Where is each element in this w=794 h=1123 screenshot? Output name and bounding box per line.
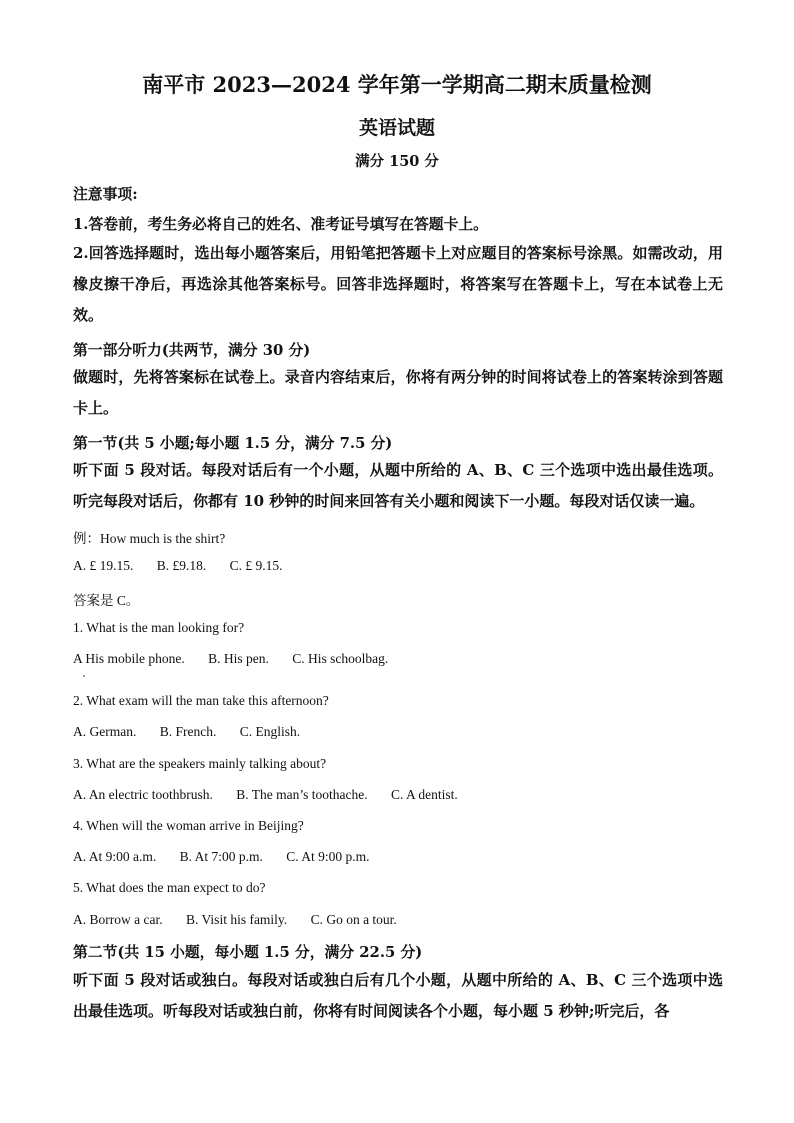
option-a: A. An electric toothbrush. — [73, 787, 213, 802]
part1-heading: 第一部分听力(共两节，满分 30 分) — [73, 342, 311, 359]
option-c: C. A dentist. — [390, 787, 458, 802]
option-a: A His mobile phone. — [73, 651, 185, 666]
question-1-options — [73, 651, 408, 667]
example-options — [73, 558, 303, 574]
notice-item-1: 1.答卷前，考生务必将自己的姓名、准考证号填写在答题卡上。 — [73, 216, 488, 233]
notice-heading: 注意事项: — [73, 186, 138, 203]
option-a: A. Borrow a car. — [73, 912, 163, 927]
option-b: B. £9.18. — [156, 558, 207, 573]
option-b: B. Visit his family. — [185, 912, 288, 927]
notice-item-2: 2.回答选择题时，选出每小题答案后，用铅笔把答题卡上对应题目的答案标号涂黑。如需改动，用橡皮擦干净后，再选涂其他答案标号。回答非选择题时，将答案写在答题卡上，写在本试卷上无效。 — [73, 244, 723, 324]
option-a: A. At 9:00 a.m. — [73, 849, 157, 864]
question-1: 1. What is the man looking for? — [73, 620, 245, 635]
option-b: B. French. — [159, 724, 217, 739]
question-3-options — [73, 787, 478, 803]
option-c: C. At 9:00 p.m. — [286, 849, 370, 864]
part1-instruction: 做题时，先将答案标在试卷上。录音内容结束后，你将有两分钟的时间将试卷上的答案转涂到答题卡上。 — [73, 368, 723, 417]
question-2-options — [73, 724, 320, 740]
section1-instruction: 听下面 5 段对话。每段对话后有一个小题，从题中所给的 A、B、C 三个选项中选出最佳选项。听完每段对话后，你都有 10 秒钟的时间来回答有关小题和阅读下一小题。每段对话仅读一遍。 — [73, 461, 723, 510]
question-5: 5. What does the man expect to do? — [73, 880, 266, 895]
question-3: 3. What are the speakers mainly talking about? — [73, 756, 327, 771]
option-c: C. His schoolbag. — [292, 651, 389, 666]
option-a: A. German. — [73, 724, 137, 739]
section2-heading: 第二节(共 15 小题，每小题 1.5 分，满分 22.5 分) — [73, 944, 423, 961]
exam-title: 南平市 2023—2024 学年第一学期高二期末质量检测 — [142, 72, 652, 97]
section1-heading: 第一节(共 5 小题;每小题 1.5 分，满分 7.5 分) — [73, 435, 393, 452]
example-question: 例：How much is the shirt? — [73, 531, 226, 546]
option-c: C. English. — [239, 724, 301, 739]
total-score: 满分 150 分 — [355, 153, 439, 170]
example-answer: 答案是 C。 — [73, 593, 140, 608]
option-a: A. £ 19.15. — [73, 558, 134, 573]
question-2: 2. What exam will the man take this afternoon? — [73, 693, 329, 708]
stray-mark — [83, 675, 85, 677]
question-5-options — [73, 912, 417, 928]
exam-subtitle: 英语试题 — [358, 117, 435, 139]
option-b: B. At 7:00 p.m. — [179, 849, 263, 864]
question-4-options — [73, 849, 390, 865]
option-c: C. Go on a tour. — [310, 912, 397, 927]
option-c: C. £ 9.15. — [229, 558, 283, 573]
option-b: B. His pen. — [208, 651, 269, 666]
option-b: B. The man’s toothache. — [236, 787, 368, 802]
section2-instruction: 听下面 5 段对话或独白。每段对话或独白后有几个小题，从题中所给的 A、B、C 三个选项中选出最佳选项。听每段对话或独白前，你将有时间阅读各个小题，每小题 5 秒钟;听完后，各 — [73, 971, 723, 1020]
question-4: 4. When will the woman arrive in Beijing? — [73, 818, 304, 833]
